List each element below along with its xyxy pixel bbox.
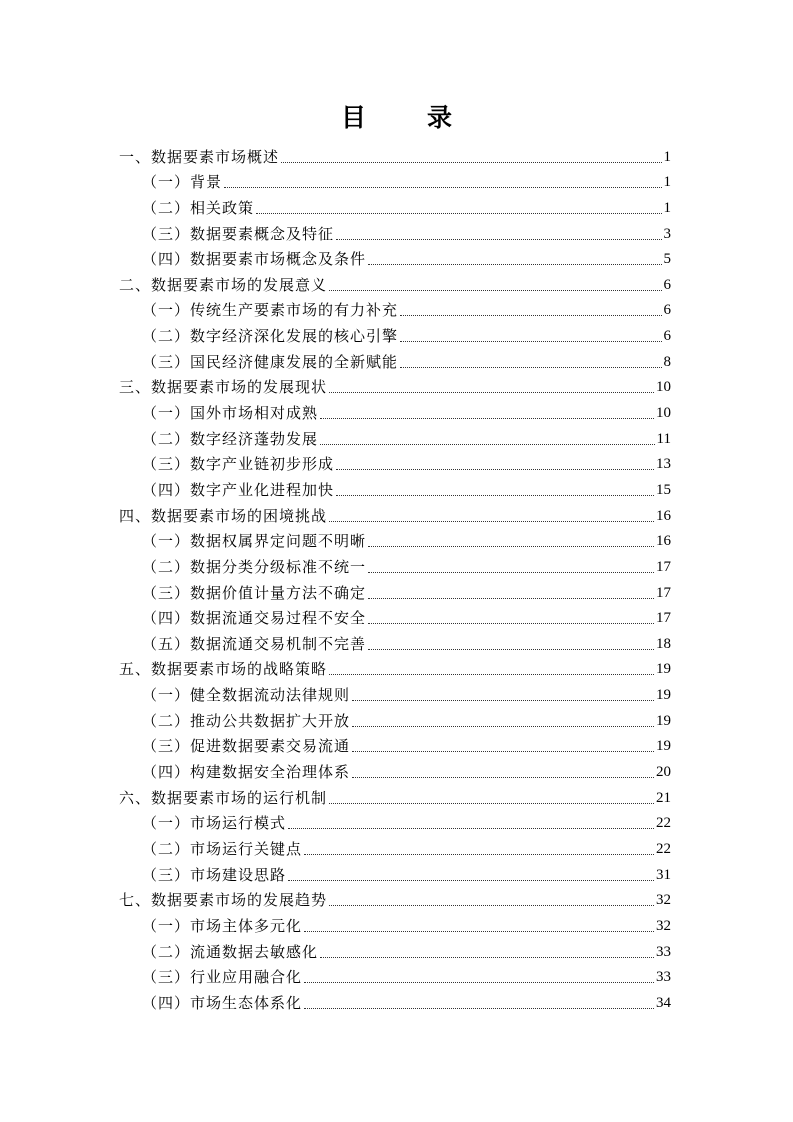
toc-entry-page-number: 17 (656, 584, 671, 601)
dot-leader (320, 444, 655, 445)
toc-entry-page-number: 32 (656, 892, 671, 909)
toc-section-entry[interactable] (119, 551, 671, 577)
toc-entry-page-number: 22 (656, 840, 671, 857)
toc-entry-label: （三）国民经济健康发展的全新赋能 (142, 352, 399, 371)
toc-entry-page-number: 8 (663, 353, 671, 370)
dot-leader (368, 264, 661, 265)
toc-entry-page-number: 16 (656, 507, 671, 524)
toc-entry-label: （一）市场主体多元化 (142, 916, 303, 935)
toc-section-entry[interactable] (119, 218, 671, 244)
toc-chapter-entry[interactable] (119, 372, 671, 398)
dot-leader (352, 751, 654, 752)
toc-entry-label: （三）促进数据要素交易流通 (142, 737, 351, 756)
toc-entry-label: （二）相关政策 (142, 198, 255, 217)
toc-entry-label: 六、数据要素市场的运行机制 (119, 788, 328, 807)
dot-leader (320, 957, 654, 958)
toc-entry-page-number: 5 (663, 251, 671, 268)
toc-entry-label: （二）数字经济蓬勃发展 (142, 429, 319, 448)
toc-entry-page-number: 19 (656, 687, 671, 704)
toc-entry-page-number: 33 (656, 969, 671, 986)
toc-entry-label: （一）国外市场相对成熟 (142, 404, 319, 423)
toc-entry-label: （四）数据流通交易过程不安全 (142, 609, 367, 628)
dot-leader (304, 982, 654, 983)
toc-section-entry[interactable] (119, 628, 671, 654)
dot-leader (368, 572, 654, 573)
toc-entry-page-number: 15 (656, 481, 671, 498)
toc-entry-label: （二）数据分类分级标准不统一 (142, 557, 367, 576)
toc-section-entry[interactable] (119, 910, 671, 936)
dot-leader (329, 521, 654, 522)
toc-entry-label: （三）市场建设思路 (142, 865, 287, 884)
dot-leader (329, 905, 654, 906)
dot-leader (329, 803, 654, 804)
toc-entry-page-number: 19 (656, 661, 671, 678)
toc-entry-page-number: 21 (656, 789, 671, 806)
dot-leader (224, 187, 661, 188)
toc-entry-label: （一）背景 (142, 173, 223, 192)
dot-leader (336, 469, 654, 470)
toc-entry-label: 四、数据要素市场的困境挑战 (119, 506, 328, 525)
toc-entry-label: （一）数据权属界定问题不明晰 (142, 532, 367, 551)
toc-entry-label: （三）数据价值计量方法不确定 (142, 583, 367, 602)
toc-entry-label: （四）数据要素市场概念及条件 (142, 250, 367, 269)
toc-section-entry[interactable] (119, 526, 671, 552)
toc-entry-label: 二、数据要素市场的发展意义 (119, 275, 328, 294)
toc-entry-page-number: 1 (663, 174, 671, 191)
toc-entry-page-number: 17 (656, 558, 671, 575)
toc-chapter-entry[interactable] (119, 782, 671, 808)
toc-entry-page-number: 19 (656, 712, 671, 729)
dot-leader (320, 418, 654, 419)
toc-entry-label: （四）市场生态体系化 (142, 993, 303, 1012)
toc-chapter-entry[interactable] (119, 141, 671, 167)
toc-section-entry[interactable] (119, 397, 671, 423)
toc-entry-page-number: 31 (656, 866, 671, 883)
dot-leader (304, 854, 654, 855)
toc-entry-label: 七、数据要素市场的发展趋势 (119, 891, 328, 910)
toc-section-entry[interactable] (119, 346, 671, 372)
dot-leader (304, 931, 654, 932)
toc-entry-page-number: 20 (656, 764, 671, 781)
toc-section-entry[interactable] (119, 731, 671, 757)
toc-section-entry[interactable] (119, 423, 671, 449)
toc-section-entry[interactable] (119, 679, 671, 705)
toc-entry-label: （一）健全数据流动法律规则 (142, 686, 351, 705)
toc-section-entry[interactable] (119, 705, 671, 731)
toc-entry-label: （二）推动公共数据扩大开放 (142, 711, 351, 730)
toc-entry-page-number: 17 (656, 610, 671, 627)
dot-leader (288, 880, 654, 881)
toc-entry-label: （四）数字产业化进程加快 (142, 480, 335, 499)
dot-leader (329, 392, 654, 393)
toc-section-entry[interactable] (119, 808, 671, 834)
dot-leader (368, 546, 654, 547)
table-of-contents (119, 141, 671, 1013)
toc-entry-label: （五）数据流通交易机制不完善 (142, 634, 367, 653)
dot-leader (336, 239, 661, 240)
dot-leader (336, 495, 654, 496)
toc-entry-label: （四）构建数据安全治理体系 (142, 763, 351, 782)
toc-section-entry[interactable] (119, 987, 671, 1013)
toc-entry-page-number: 16 (656, 533, 671, 550)
toc-entry-page-number: 10 (656, 379, 671, 396)
toc-entry-page-number: 11 (656, 430, 671, 447)
toc-entry-page-number: 34 (656, 994, 671, 1011)
toc-entry-label: （一）市场运行模式 (142, 814, 287, 833)
toc-entry-page-number: 3 (663, 225, 671, 242)
toc-section-entry[interactable] (119, 474, 671, 500)
toc-entry-label: （二）流通数据去敏感化 (142, 942, 319, 961)
dot-leader (329, 290, 661, 291)
toc-entry-label: （三）数字产业链初步形成 (142, 455, 335, 474)
toc-chapter-entry[interactable] (119, 654, 671, 680)
dot-leader (400, 315, 661, 316)
toc-entry-label: （三）行业应用融合化 (142, 968, 303, 987)
toc-entry-page-number: 19 (656, 738, 671, 755)
toc-entry-page-number: 13 (656, 456, 671, 473)
toc-section-entry[interactable] (119, 859, 671, 885)
toc-entry-page-number: 1 (663, 148, 671, 165)
toc-entry-page-number: 32 (656, 917, 671, 934)
dot-leader (256, 213, 661, 214)
toc-entry-page-number: 10 (656, 405, 671, 422)
toc-chapter-entry[interactable] (119, 269, 671, 295)
dot-leader (368, 623, 654, 624)
toc-chapter-entry[interactable] (119, 500, 671, 526)
toc-entry-page-number: 6 (663, 328, 671, 345)
toc-entry-page-number: 6 (663, 276, 671, 293)
toc-entry-label: （二）市场运行关键点 (142, 839, 303, 858)
toc-title: 目 录 (340, 103, 470, 132)
toc-section-entry[interactable] (119, 192, 671, 218)
dot-leader (400, 367, 661, 368)
dot-leader (352, 726, 654, 727)
dot-leader (352, 777, 654, 778)
toc-entry-page-number: 18 (656, 635, 671, 652)
toc-section-entry[interactable] (119, 962, 671, 988)
toc-section-entry[interactable] (119, 295, 671, 321)
toc-entry-label: （二）数字经济深化发展的核心引擎 (142, 327, 399, 346)
toc-chapter-entry[interactable] (119, 885, 671, 911)
toc-entry-page-number: 6 (663, 302, 671, 319)
toc-entry-label: 三、数据要素市场的发展现状 (119, 378, 328, 397)
toc-section-entry[interactable] (119, 833, 671, 859)
dot-leader (368, 598, 654, 599)
toc-entry-page-number: 1 (663, 199, 671, 216)
dot-leader (400, 341, 661, 342)
dot-leader (288, 828, 654, 829)
dot-leader (368, 649, 654, 650)
toc-entry-label: （一）传统生产要素市场的有力补充 (142, 301, 399, 320)
dot-leader (329, 674, 654, 675)
toc-section-entry[interactable] (119, 577, 671, 603)
toc-section-entry[interactable] (119, 936, 671, 962)
toc-section-entry[interactable] (119, 449, 671, 475)
dot-leader (304, 1008, 654, 1009)
dot-leader (281, 162, 661, 163)
dot-leader (352, 700, 654, 701)
toc-entry-label: （三）数据要素概念及特征 (142, 224, 335, 243)
toc-entry-label: 五、数据要素市场的战略策略 (119, 660, 328, 679)
toc-entry-page-number: 33 (656, 943, 671, 960)
toc-section-entry[interactable] (119, 320, 671, 346)
toc-section-entry[interactable] (119, 756, 671, 782)
toc-section-entry[interactable] (119, 603, 671, 629)
toc-section-entry[interactable] (119, 244, 671, 270)
toc-section-entry[interactable] (119, 167, 671, 193)
toc-entry-page-number: 22 (656, 815, 671, 832)
toc-entry-label: 一、数据要素市场概述 (119, 147, 280, 166)
